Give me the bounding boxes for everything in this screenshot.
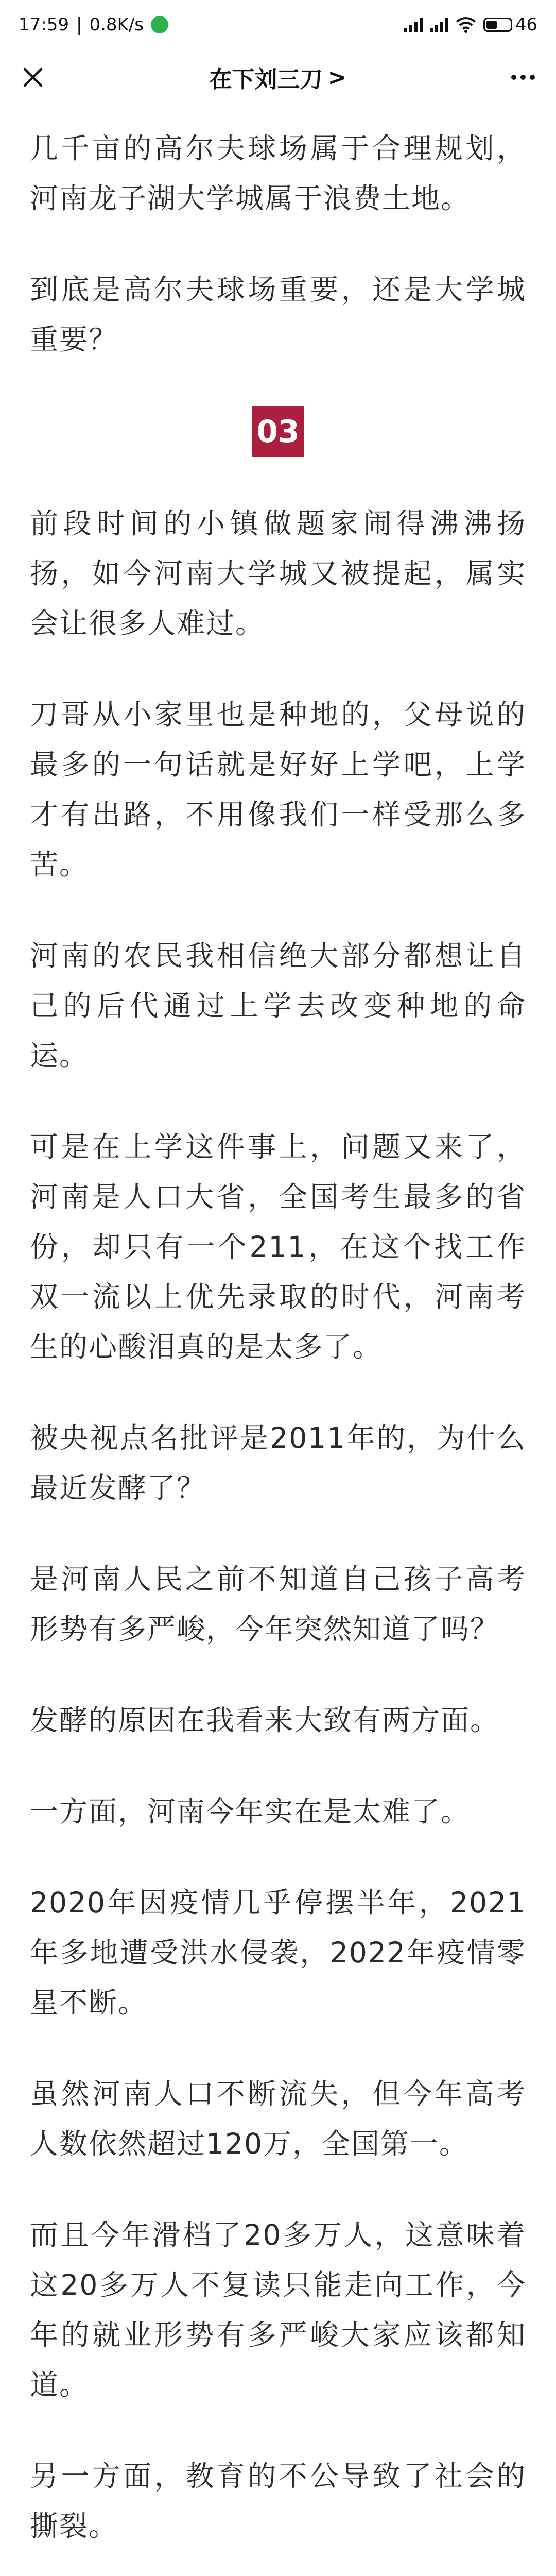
status-bar (0, 0, 556, 49)
battery-percent: 46 (515, 14, 537, 35)
account-title[interactable] (210, 61, 347, 94)
paragraph: 刀哥从小家里也是种地的，父母说的最多的一句话就是好好上学吧，上学才有出路，不用像我们一样受那么多苦。 (30, 698, 526, 881)
more-button[interactable] (505, 59, 542, 96)
account-name: 在下刘三刀 (209, 66, 323, 93)
paragraph: 是河南人民之前不知道自己孩子高考形势有多严峻，今年突然知道了吗？ (30, 1563, 526, 1646)
nav-bar (0, 49, 556, 105)
signal-icon (404, 17, 423, 32)
status-right (404, 14, 537, 35)
paragraph: 发酵的原因在我看来大致有两方面。 (30, 1704, 500, 1737)
close-button[interactable] (14, 59, 51, 96)
signal-icon-2 (430, 17, 448, 32)
close-icon (22, 66, 44, 89)
network-speed: 0.8K/s (89, 14, 144, 35)
paragraph: 几千亩的高尔夫球场属于合理规划，河南龙子湖大学城属于浪费土地。 (30, 132, 526, 215)
divider: | (76, 14, 82, 35)
wechat-notification-icon (151, 16, 168, 33)
section-number-badge: 03 (252, 406, 304, 457)
paragraph: 前段时间的小镇做题家闹得沸沸扬扬，如今河南大学城又被提起，属实会让很多人难过。 (30, 507, 526, 640)
battery-indicator (483, 14, 537, 35)
paragraph: 2020年因疫情几乎停摆半年，2021年多地遭受洪水侵袭，2022年疫情零星不断。 (30, 1886, 526, 2019)
paragraph: 另一方面，教育的不公导致了社会的撕裂。 (30, 2460, 526, 2543)
wifi-icon (456, 16, 476, 33)
status-time: 17:59 (19, 14, 69, 35)
paragraph: 一方面，河南今年实在是太难了。 (30, 1795, 471, 1828)
paragraph: 而且今年滑档了20多万人，这意味着这20多万人不复读只能走向工作，今年的就业形势有多严峻大家应该都知道。 (30, 2218, 526, 2401)
chevron-right-icon: > (327, 64, 347, 91)
more-icon (510, 73, 536, 81)
paragraph: 河南的农民我相信绝大部分都想让自己的后代通过上学去改变种地的命运。 (30, 939, 526, 1072)
status-left (19, 14, 168, 35)
article-body (30, 124, 526, 2576)
battery-fill (486, 21, 497, 29)
battery-icon (483, 18, 512, 32)
paragraph: 可是在上学这件事上，问题又来了，河南是人口大省，全国考生最多的省份，却只有一个211，在这个找工作双一流以上优先录取的时代，河南考生的心酸泪真的是太多了。 (30, 1130, 526, 1363)
paragraph: 到底是高尔夫球场重要，还是大学城重要？ (30, 273, 526, 356)
paragraph: 被央视点名批评是2011年的，为什么最近发酵了？ (30, 1421, 526, 1504)
paragraph: 虽然河南人口不断流失，但今年高考人数依然超过120万，全国第一。 (30, 2077, 526, 2160)
